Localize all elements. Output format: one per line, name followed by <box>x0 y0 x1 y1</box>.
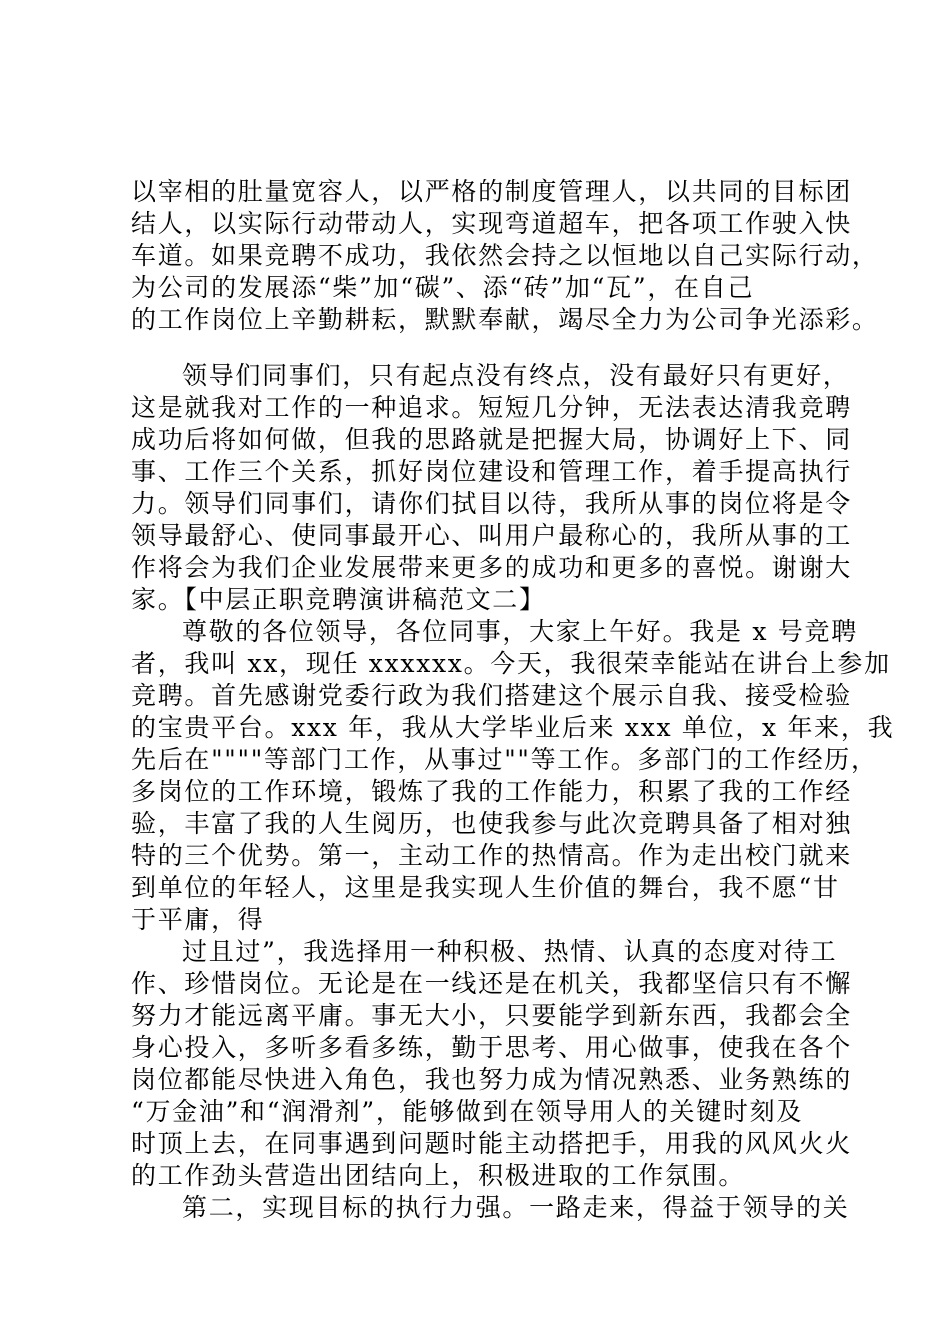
text-line: 以宰相的肚量宽容人，以严格的制度管理人，以共同的目标团 <box>131 177 852 206</box>
text-line: 者，我叫 xx，现任 xxxxxx。今天，我很荣幸能站在讲台上参加 <box>131 649 891 678</box>
text-line: 到单位的年轻人，这里是我实现人生价值的舞台，我不愿“甘 <box>131 873 840 902</box>
text-line: 的工作岗位上辛勤耕耘，默默奉献，竭尽全力为公司争光添彩。 <box>131 305 879 334</box>
text-line: 事、工作三个关系，抓好岗位建设和管理工作，着手提高执行 <box>131 457 852 486</box>
text-line: 身心投入，多听多看多练，勤于思考、用心做事，使我在各个 <box>131 1033 852 1062</box>
text-line: 的工作劲头营造出团结向上，积极进取的工作氛围。 <box>131 1161 746 1190</box>
text-line: 结人，以实际行动带动人，实现弯道超车，把各项工作驶入快 <box>131 209 852 238</box>
text-line: 验，丰富了我的人生阅历，也使我参与此次竞聘具备了相对独 <box>131 809 852 838</box>
text-line: 第二，实现目标的执行力强。一路走来，得益于领导的关 <box>182 1193 850 1222</box>
text-line: 家。【中层正职竞聘演讲稿范文二】 <box>131 585 546 614</box>
text-line: 努力才能远离平庸。事无大小，只要能学到新东西，我都会全 <box>131 1001 852 1030</box>
text-line: 作、珍惜岗位。无论是在一线还是在机关，我都坚信只有不懈 <box>131 969 852 998</box>
text-line: 特的三个优势。第一，主动工作的热情高。作为走出校门就来 <box>131 841 852 870</box>
text-line: 于平庸，得 <box>131 905 265 934</box>
text-line: 尊敬的各位领导，各位同事，大家上午好。我是 x 号竞聘 <box>182 617 858 646</box>
text-line: 力。领导们同事们，请你们拭目以待，我所从事的岗位将是令 <box>131 489 852 518</box>
text-line: 领导们同事们，只有起点没有终点，没有最好只有更好， <box>182 361 850 390</box>
text-line: 车道。如果竞聘不成功，我依然会持之以恒地以自己实际行动， <box>131 241 879 270</box>
text-line: 这是就我对工作的一种追求。短短几分钟，无法表达清我竞聘 <box>131 393 852 422</box>
text-line: 竞聘。首先感谢党委行政为我们搭建这个展示自我、接受检验 <box>131 681 852 710</box>
text-line: 为公司的发展添“柴”加“碳”、添“砖”加“瓦”，在自己 <box>131 273 755 302</box>
text-line: 多岗位的工作环境，锻炼了我的工作能力，积累了我的工作经 <box>131 777 852 806</box>
text-line: 先后在""""等部门工作，从事过""等工作。多部门的工作经历， <box>131 745 878 774</box>
text-line: 作将会为我们企业发展带来更多的成功和更多的喜悦。谢谢大 <box>131 553 852 582</box>
text-line: “万金油”和“润滑剂”，能够做到在领导用人的关键时刻及 <box>131 1097 804 1126</box>
text-line: 时顶上去，在同事遇到问题时能主动搭把手，用我的风风火火 <box>131 1129 852 1158</box>
text-line: 过且过”，我选择用一种积极、热情、认真的态度对待工 <box>182 937 838 966</box>
text-line: 成功后将如何做，但我的思路就是把握大局，协调好上下、同 <box>131 425 852 454</box>
text-line: 的宝贵平台。xxx 年，我从大学毕业后来 xxx 单位，x 年来，我 <box>131 713 895 742</box>
text-line: 领导最舒心、使同事最开心、叫用户最称心的，我所从事的工 <box>131 521 852 550</box>
text-line: 岗位都能尽快进入角色，我也努力成为情况熟悉、业务熟练的 <box>131 1065 852 1094</box>
